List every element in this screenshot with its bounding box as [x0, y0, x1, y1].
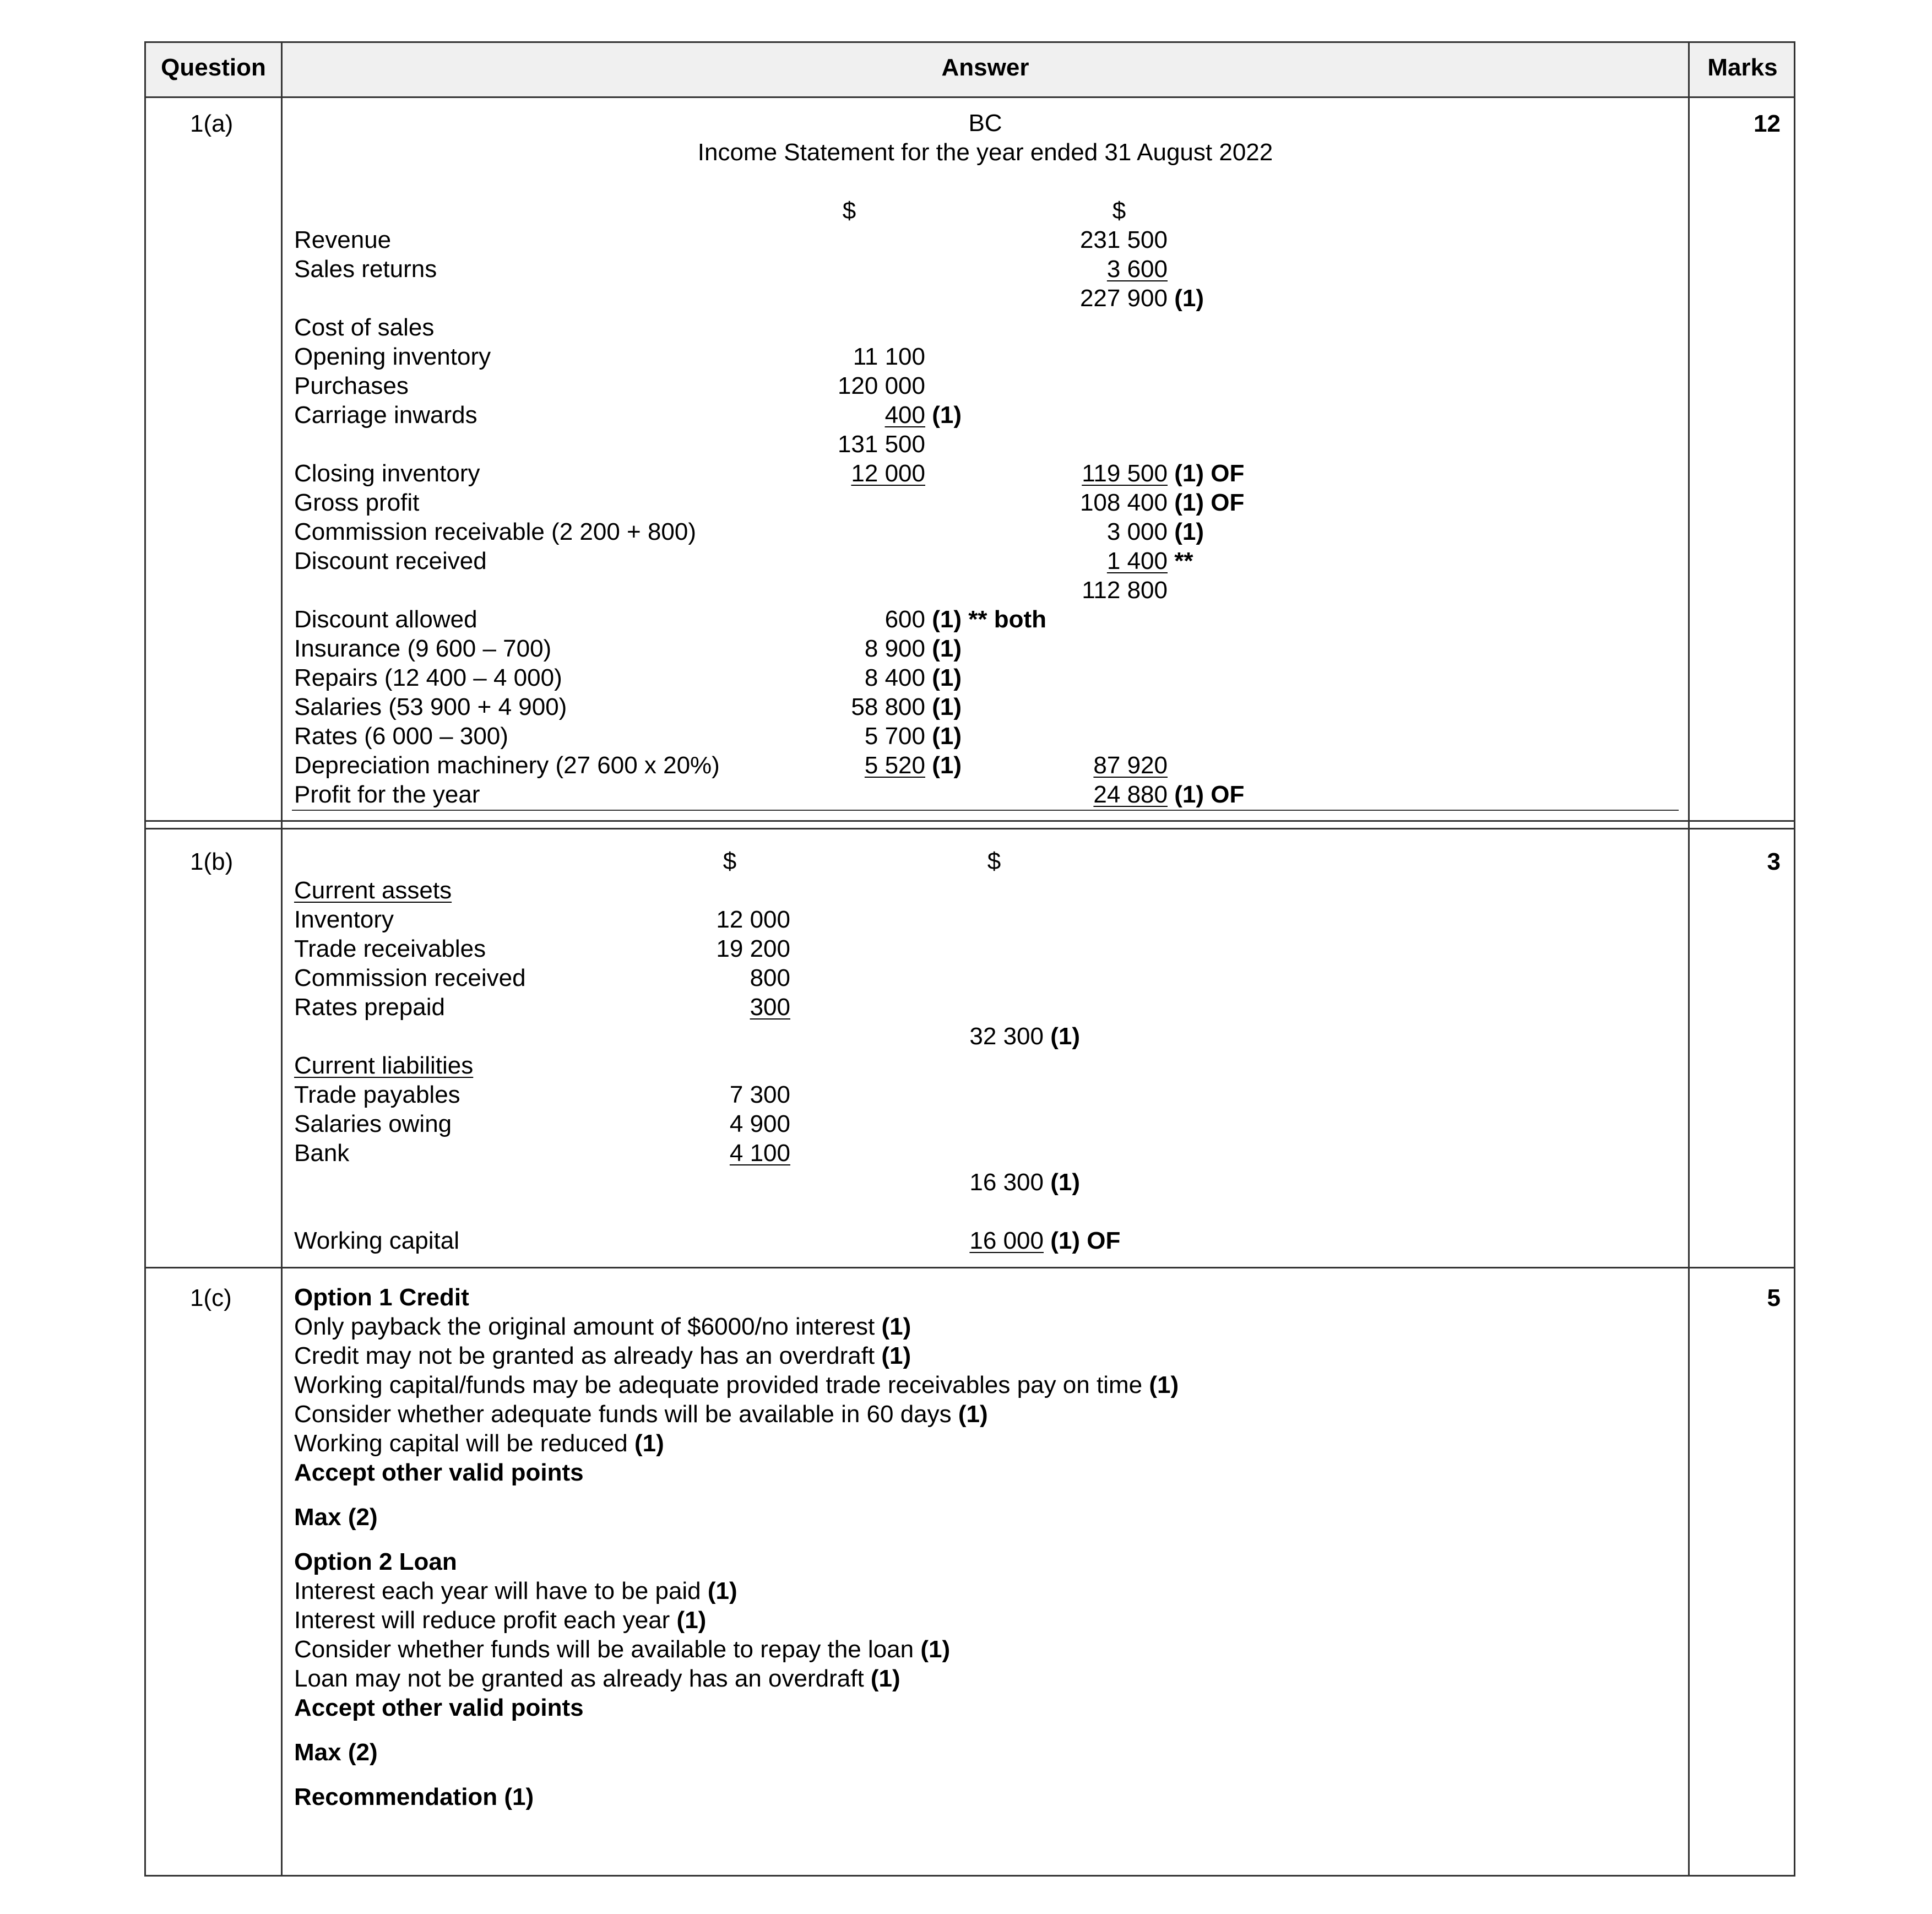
- statement-row-label: Revenue: [294, 226, 392, 253]
- marks-1a: 12: [1754, 110, 1781, 137]
- discussion-text: Max (2): [294, 1504, 378, 1531]
- statement-col2-cell: [1068, 751, 1168, 780]
- discussion-line: [294, 1458, 584, 1487]
- amount: 19 200: [716, 935, 790, 962]
- discussion-line: [294, 1503, 378, 1532]
- marks-1c: 5: [1767, 1284, 1781, 1311]
- amount: 400: [884, 402, 925, 429]
- wc-col1-cell: [702, 1109, 790, 1138]
- wc-col1-cell: [702, 963, 790, 993]
- statement-col1-cell: [815, 692, 962, 722]
- column-divider-marks: [1688, 43, 1690, 1875]
- wc-col1-cell: [702, 934, 790, 963]
- statement-col2-cell: [1068, 546, 1193, 576]
- mark-annotation: (1) OF: [1168, 460, 1245, 487]
- amount: 24 880: [1093, 781, 1168, 808]
- wc-col1-cell: [702, 1138, 790, 1168]
- discussion-line: [294, 1370, 1179, 1400]
- discussion-text: Loan may not be granted as already has an overdraft: [294, 1665, 864, 1692]
- discussion-line: [294, 1782, 534, 1812]
- amount: 7 300: [729, 1081, 790, 1108]
- mark-annotation: (1): [1044, 1169, 1080, 1196]
- row-divider-1a-top: [146, 820, 1794, 822]
- wc-col2-cell: [956, 1022, 1080, 1051]
- amount: 1 400: [1106, 547, 1168, 574]
- statement-row-label: Depreciation machinery (27 600 x 20%): [294, 752, 720, 779]
- amount: 12 000: [716, 906, 790, 933]
- statement-col1-cell: [815, 751, 962, 780]
- amount: 4 900: [729, 1110, 790, 1137]
- mark-annotation: (1): [1044, 1023, 1080, 1050]
- mark-annotation: (1): [925, 402, 962, 429]
- amount: 58 800: [851, 693, 925, 720]
- amount: 3 000: [1106, 518, 1168, 545]
- discussion-line: [294, 1693, 584, 1722]
- statement-col2-cell: [1068, 488, 1244, 517]
- statement-col2-cell: [1068, 284, 1204, 313]
- statement-row-label: Profit for the year: [294, 781, 480, 808]
- statement-col1-cell: [815, 400, 962, 430]
- amount: 16 000: [969, 1227, 1044, 1254]
- question-label-1a: 1(a): [190, 110, 234, 137]
- statement-col2-cell: [1068, 517, 1204, 546]
- mark-annotation: (1): [864, 1665, 900, 1692]
- wc-col1-cell: [702, 905, 790, 934]
- wc-col2-cell: [956, 1226, 1120, 1255]
- discussion-text: Accept other valid points: [294, 1694, 584, 1721]
- amount: 131 500: [837, 431, 925, 458]
- discussion-text: Option 2 Loan: [294, 1548, 457, 1575]
- wc-col1-cell: [702, 1080, 790, 1109]
- discussion-text: Recommendation (1): [294, 1783, 534, 1810]
- col1-currency-head: $: [842, 197, 856, 224]
- mark-annotation: (1): [1168, 518, 1204, 545]
- income-statement-end-rule: [292, 810, 1679, 811]
- wc-row-label: Current liabilities: [294, 1052, 474, 1079]
- discussion-line: [294, 1606, 706, 1635]
- discussion-line: [294, 1429, 664, 1458]
- amount: 11 100: [853, 343, 925, 370]
- statement-row-label: Repairs (12 400 – 4 000): [294, 664, 562, 691]
- statement-col1-cell: [815, 430, 925, 459]
- discussion-text: Working capital will be reduced: [294, 1430, 628, 1457]
- discussion-text: Working capital/funds may be adequate provided trade receivables pay on time: [294, 1371, 1143, 1398]
- wc-row-label: Inventory: [294, 906, 394, 933]
- statement-row-label: Sales returns: [294, 256, 437, 283]
- amount: 112 800: [1082, 577, 1168, 604]
- b-col1-currency-head: $: [723, 848, 737, 875]
- mark-annotation: (1) ** both: [925, 606, 1046, 633]
- question-label-1c: 1(c): [190, 1284, 232, 1311]
- amount: 4 100: [729, 1140, 790, 1167]
- wc-row-label: Trade payables: [294, 1081, 460, 1108]
- question-label-1b: 1(b): [190, 848, 234, 875]
- mark-annotation: (1): [914, 1636, 951, 1663]
- discussion-line: [294, 1738, 378, 1767]
- wc-row-label: Current assets: [294, 877, 452, 904]
- statement-title: Income Statement for the year ended 31 August 2022: [697, 139, 1273, 166]
- marks-1b: 3: [1767, 848, 1781, 875]
- statement-row-label: Salaries (53 900 + 4 900): [294, 693, 567, 720]
- mark-annotation: (1): [875, 1342, 911, 1369]
- header-answer: Answer: [941, 54, 1029, 81]
- discussion-text: Only payback the original amount of $6000/no interest: [294, 1313, 875, 1340]
- discussion-text: Consider whether adequate funds will be available in 60 days: [294, 1401, 952, 1428]
- discussion-text: Option 1 Credit: [294, 1284, 469, 1311]
- amount: 119 500: [1082, 460, 1168, 487]
- wc-row-label: Rates prepaid: [294, 994, 445, 1021]
- statement-row-label: Closing inventory: [294, 460, 480, 487]
- company-name: BC: [968, 110, 1002, 137]
- amount: 12 000: [851, 460, 925, 487]
- mark-scheme-table: [144, 41, 1795, 1877]
- wc-col2-cell: [956, 1168, 1080, 1197]
- header-marks: Marks: [1707, 54, 1778, 81]
- statement-row-label: Discount allowed: [294, 606, 477, 633]
- wc-row-label: Commission received: [294, 964, 526, 991]
- statement-col2-cell: [1068, 576, 1168, 605]
- amount: 120 000: [837, 372, 925, 399]
- mark-annotation: (1): [925, 635, 962, 662]
- discussion-text: Interest each year will have to be paid: [294, 1577, 701, 1604]
- mark-annotation: (1): [925, 752, 962, 779]
- statement-col2-cell: [1068, 459, 1244, 488]
- wc-row-label: Working capital: [294, 1227, 459, 1254]
- mark-annotation: (1): [925, 723, 962, 750]
- col2-currency-head: $: [1112, 197, 1126, 224]
- amount: 227 900: [1079, 285, 1168, 312]
- mark-annotation: **: [1168, 547, 1193, 574]
- statement-row-label: Discount received: [294, 547, 487, 574]
- statement-col2-cell: [1068, 225, 1168, 254]
- amount: 231 500: [1079, 226, 1168, 253]
- amount: 8 400: [864, 664, 925, 691]
- amount: 300: [750, 994, 790, 1021]
- discussion-line: [294, 1576, 737, 1606]
- amount: 600: [884, 606, 925, 633]
- discussion-line: [294, 1283, 469, 1312]
- mark-annotation: (1) OF: [1168, 781, 1245, 808]
- mark-annotation: (1): [670, 1607, 707, 1634]
- mark-annotation: (1): [925, 664, 962, 691]
- amount: 108 400: [1079, 489, 1168, 516]
- mark-annotation: (1): [925, 693, 962, 720]
- statement-col1-cell: [815, 342, 925, 371]
- amount: 8 900: [864, 635, 925, 662]
- mark-annotation: (1): [701, 1577, 737, 1604]
- discussion-line: [294, 1341, 911, 1370]
- discussion-line: [294, 1312, 911, 1341]
- statement-row-label: Commission receivable (2 200 + 800): [294, 518, 697, 545]
- mark-annotation: (1): [627, 1430, 664, 1457]
- discussion-text: Max (2): [294, 1739, 378, 1766]
- statement-row-label: Cost of sales: [294, 314, 435, 341]
- mark-annotation: (1): [1168, 285, 1204, 312]
- statement-col2-cell: [1068, 254, 1168, 284]
- discussion-text: Accept other valid points: [294, 1459, 584, 1486]
- amount: 5 520: [864, 752, 925, 779]
- statement-row-label: Carriage inwards: [294, 402, 477, 429]
- amount: 5 700: [864, 723, 925, 750]
- discussion-line: [294, 1547, 457, 1576]
- header-question: Question: [161, 54, 266, 81]
- mark-annotation: (1) OF: [1168, 489, 1245, 516]
- wc-row-label: Trade receivables: [294, 935, 486, 962]
- statement-col1-cell: [815, 663, 962, 692]
- wc-col1-cell: [702, 993, 790, 1022]
- discussion-text: Interest will reduce profit each year: [294, 1607, 670, 1634]
- mark-annotation: (1): [1142, 1371, 1179, 1398]
- statement-row-label: Opening inventory: [294, 343, 491, 370]
- discussion-line: [294, 1635, 950, 1664]
- header-divider: [146, 96, 1794, 98]
- amount: 3 600: [1106, 256, 1168, 283]
- discussion-text: Consider whether funds will be available to repay the loan: [294, 1636, 914, 1663]
- statement-row-label: Insurance (9 600 – 700): [294, 635, 552, 662]
- wc-row-label: Salaries owing: [294, 1110, 452, 1137]
- amount: 16 300: [969, 1169, 1044, 1196]
- discussion-text: Credit may not be granted as already has an overdraft: [294, 1342, 875, 1369]
- statement-col1-cell: [815, 459, 925, 488]
- statement-col1-cell: [815, 722, 962, 751]
- discussion-line: [294, 1664, 900, 1693]
- mark-annotation: (1): [951, 1401, 988, 1428]
- amount: 87 920: [1093, 752, 1168, 779]
- statement-row-label: Rates (6 000 – 300): [294, 723, 508, 750]
- mark-annotation: (1): [875, 1313, 911, 1340]
- statement-col2-cell: [1068, 780, 1244, 809]
- mark-annotation: (1) OF: [1044, 1227, 1121, 1254]
- statement-row-label: Gross profit: [294, 489, 420, 516]
- column-divider-question: [281, 43, 283, 1875]
- amount: 32 300: [969, 1023, 1044, 1050]
- row-divider-1b: [146, 1267, 1794, 1268]
- wc-row-label: Bank: [294, 1140, 350, 1167]
- statement-col1-cell: [815, 634, 962, 663]
- row-divider-1a-bottom: [146, 828, 1794, 829]
- amount: 800: [750, 964, 790, 991]
- b-col2-currency-head: $: [987, 848, 1001, 875]
- statement-col1-cell: [815, 605, 1046, 634]
- discussion-line: [294, 1400, 988, 1429]
- statement-row-label: Purchases: [294, 372, 409, 399]
- statement-col1-cell: [815, 371, 925, 400]
